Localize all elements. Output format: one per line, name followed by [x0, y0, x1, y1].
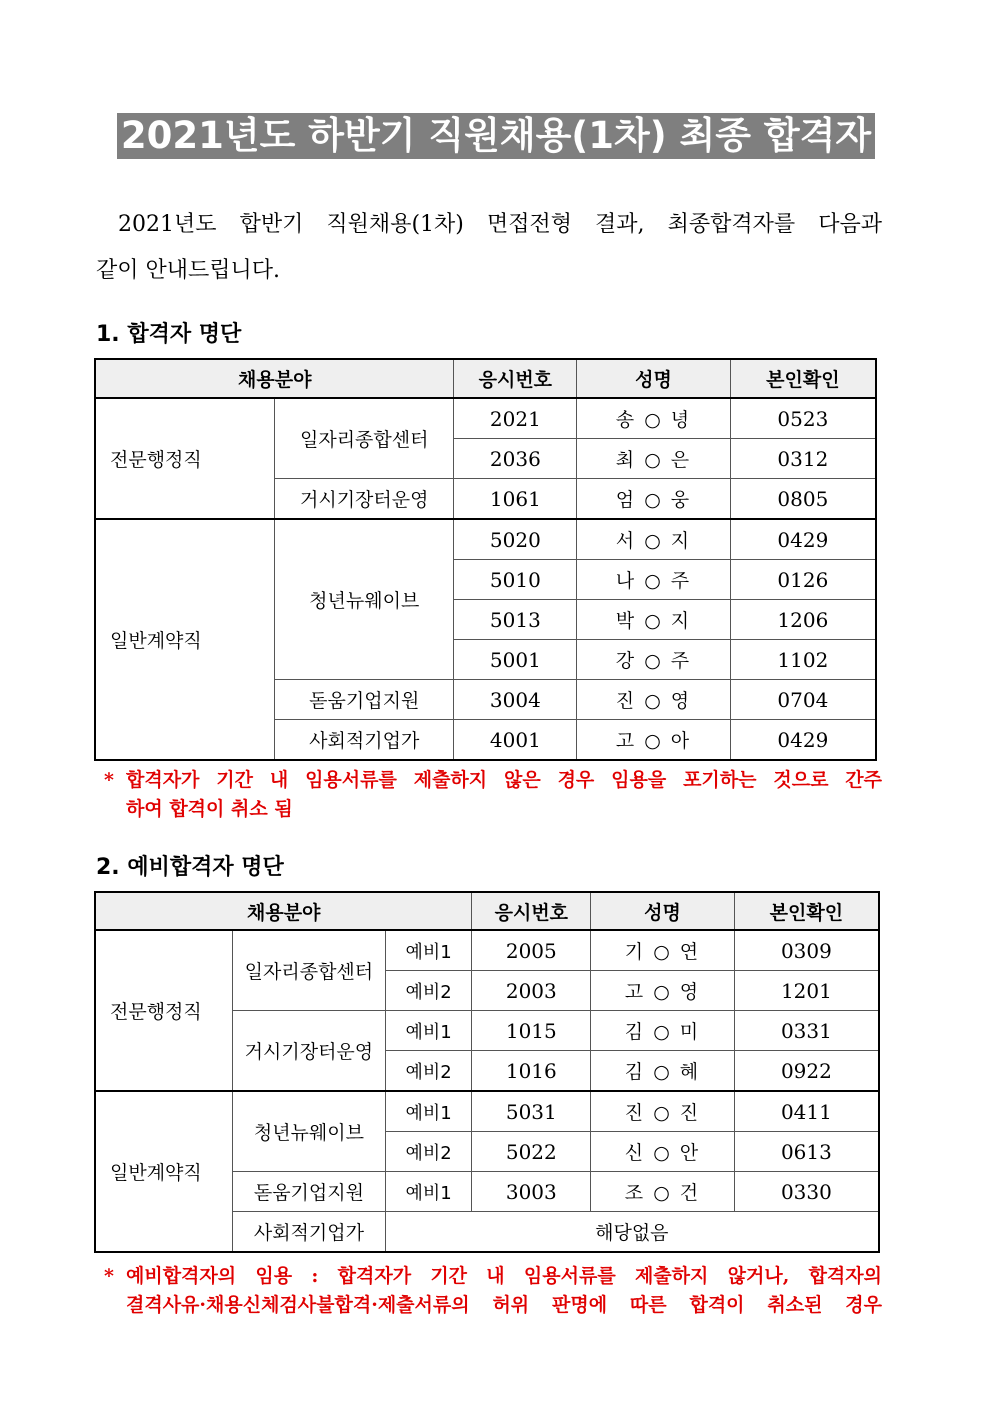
header-name: 성명 — [577, 359, 731, 398]
note-line-2: 하여 합격이 취소 됨 — [126, 798, 293, 820]
none-cell: 해당없음 — [385, 1212, 879, 1253]
verify-cell: 0309 — [734, 930, 879, 971]
number-cell: 1061 — [454, 479, 577, 520]
number-cell: 5010 — [454, 560, 577, 600]
sub-category-cell: 일자리종합센터 — [233, 930, 386, 1011]
rank-cell: 예비1 — [385, 1172, 472, 1212]
number-cell: 3003 — [472, 1172, 591, 1212]
rank-cell: 예비1 — [385, 930, 472, 971]
name-cell: 신 ○ 안 — [591, 1132, 735, 1172]
verify-cell: 0922 — [734, 1051, 879, 1092]
passers-table — [94, 358, 877, 761]
number-cell: 5022 — [472, 1132, 591, 1172]
verify-cell: 0331 — [734, 1011, 879, 1051]
number-cell: 1015 — [472, 1011, 591, 1051]
table-header-row — [95, 359, 876, 398]
rank-cell: 예비1 — [385, 1091, 472, 1132]
sub-category-cell: 사회적기업가 — [233, 1212, 386, 1253]
name-cell: 진 ○ 진 — [591, 1091, 735, 1132]
sub-category-cell: 청년뉴웨이브 — [233, 1091, 386, 1172]
note-line-1: 예비합격자의 임용 : 합격자가 기간 내 임용서류를 제출하지 않거나, 합격자의 — [126, 1265, 882, 1287]
verify-cell: 1201 — [734, 971, 879, 1011]
verify-cell: 0429 — [730, 519, 876, 560]
number-cell: 2003 — [472, 971, 591, 1011]
number-cell: 5031 — [472, 1091, 591, 1132]
note-line-1: 합격자가 기간 내 임용서류를 제출하지 않은 경우 임용을 포기하는 것으로 간주 — [126, 769, 882, 791]
header-verify: 본인확인 — [730, 359, 876, 398]
rank-cell: 예비2 — [385, 1051, 472, 1092]
sub-category-cell: 일자리종합센터 — [275, 398, 454, 479]
header-number: 응시번호 — [472, 892, 591, 930]
name-cell: 최 ○ 은 — [577, 439, 731, 479]
name-cell: 나 ○ 주 — [577, 560, 731, 600]
name-cell: 고 ○ 아 — [577, 720, 731, 761]
sub-category-cell: 거시기장터운영 — [275, 479, 454, 520]
number-cell: 5013 — [454, 600, 577, 640]
table-row — [95, 930, 879, 971]
name-cell: 김 ○ 혜 — [591, 1051, 735, 1092]
sub-category-cell: 사회적기업가 — [275, 720, 454, 761]
verify-cell: 0411 — [734, 1091, 879, 1132]
title-wrap — [0, 113, 992, 159]
name-cell: 강 ○ 주 — [577, 640, 731, 680]
rank-cell: 예비2 — [385, 1132, 472, 1172]
intro-text-1: 2021년도 합반기 직원채용(1차) 면접전형 결과, 최종합격자를 다음과 — [118, 212, 882, 237]
category-cell: 전문행정직 — [95, 930, 233, 1091]
number-cell: 5020 — [454, 519, 577, 560]
rank-cell: 예비2 — [385, 971, 472, 1011]
category-cell: 전문행정직 — [95, 398, 275, 519]
header-number: 응시번호 — [454, 359, 577, 398]
intro-line-1 — [96, 202, 882, 248]
name-cell: 진 ○ 영 — [577, 680, 731, 720]
sub-category-cell: 거시기장터운영 — [233, 1011, 386, 1092]
sub-category-cell: 돋움기업지원 — [275, 680, 454, 720]
verify-cell: 0126 — [730, 560, 876, 600]
number-cell: 1016 — [472, 1051, 591, 1092]
verify-cell: 1206 — [730, 600, 876, 640]
header-name: 성명 — [591, 892, 735, 930]
sub-category-cell: 돋움기업지원 — [233, 1172, 386, 1212]
name-cell: 조 ○ 건 — [591, 1172, 735, 1212]
number-cell: 3004 — [454, 680, 577, 720]
note-line-2: 결격사유·채용신체검사불합격·제출서류의 허위 판명에 따른 합격이 취소된 경우 — [126, 1294, 882, 1316]
verify-cell: 0805 — [730, 479, 876, 520]
note-star: * — [104, 1265, 114, 1287]
number-cell: 2021 — [454, 398, 577, 439]
section1-heading: 1. 합격자 명단 — [96, 322, 242, 347]
verify-cell: 1102 — [730, 640, 876, 680]
table-row — [95, 398, 876, 439]
sub-category-cell: 청년뉴웨이브 — [275, 519, 454, 680]
number-cell: 4001 — [454, 720, 577, 761]
name-cell: 서 ○ 지 — [577, 519, 731, 560]
verify-cell: 0429 — [730, 720, 876, 761]
header-verify: 본인확인 — [734, 892, 879, 930]
name-cell: 기 ○ 연 — [591, 930, 735, 971]
table-row — [95, 519, 876, 560]
section1-note — [104, 766, 882, 824]
verify-cell: 0523 — [730, 398, 876, 439]
verify-cell: 0613 — [734, 1132, 879, 1172]
number-cell: 2005 — [472, 930, 591, 971]
header-field: 채용분야 — [95, 359, 454, 398]
name-cell: 고 ○ 영 — [591, 971, 735, 1011]
name-cell: 박 ○ 지 — [577, 600, 731, 640]
page-title: 2021년도 하반기 직원채용(1차) 최종 합격자 — [117, 113, 875, 159]
name-cell: 김 ○ 미 — [591, 1011, 735, 1051]
table-row — [95, 1091, 879, 1132]
reserve-table — [94, 891, 880, 1253]
intro-line-2: 같이 안내드립니다. — [96, 258, 281, 283]
section2-note — [104, 1262, 882, 1320]
category-cell: 일반계약직 — [95, 1091, 233, 1252]
rank-cell: 예비1 — [385, 1011, 472, 1051]
verify-cell: 0704 — [730, 680, 876, 720]
category-cell: 일반계약직 — [95, 519, 275, 760]
note-star: * — [104, 769, 114, 791]
header-field: 채용분야 — [95, 892, 472, 930]
verify-cell: 0330 — [734, 1172, 879, 1212]
name-cell: 엄 ○ 웅 — [577, 479, 731, 520]
section2-heading: 2. 예비합격자 명단 — [96, 855, 284, 880]
number-cell: 5001 — [454, 640, 577, 680]
number-cell: 2036 — [454, 439, 577, 479]
name-cell: 송 ○ 녕 — [577, 398, 731, 439]
verify-cell: 0312 — [730, 439, 876, 479]
table-header-row — [95, 892, 879, 930]
